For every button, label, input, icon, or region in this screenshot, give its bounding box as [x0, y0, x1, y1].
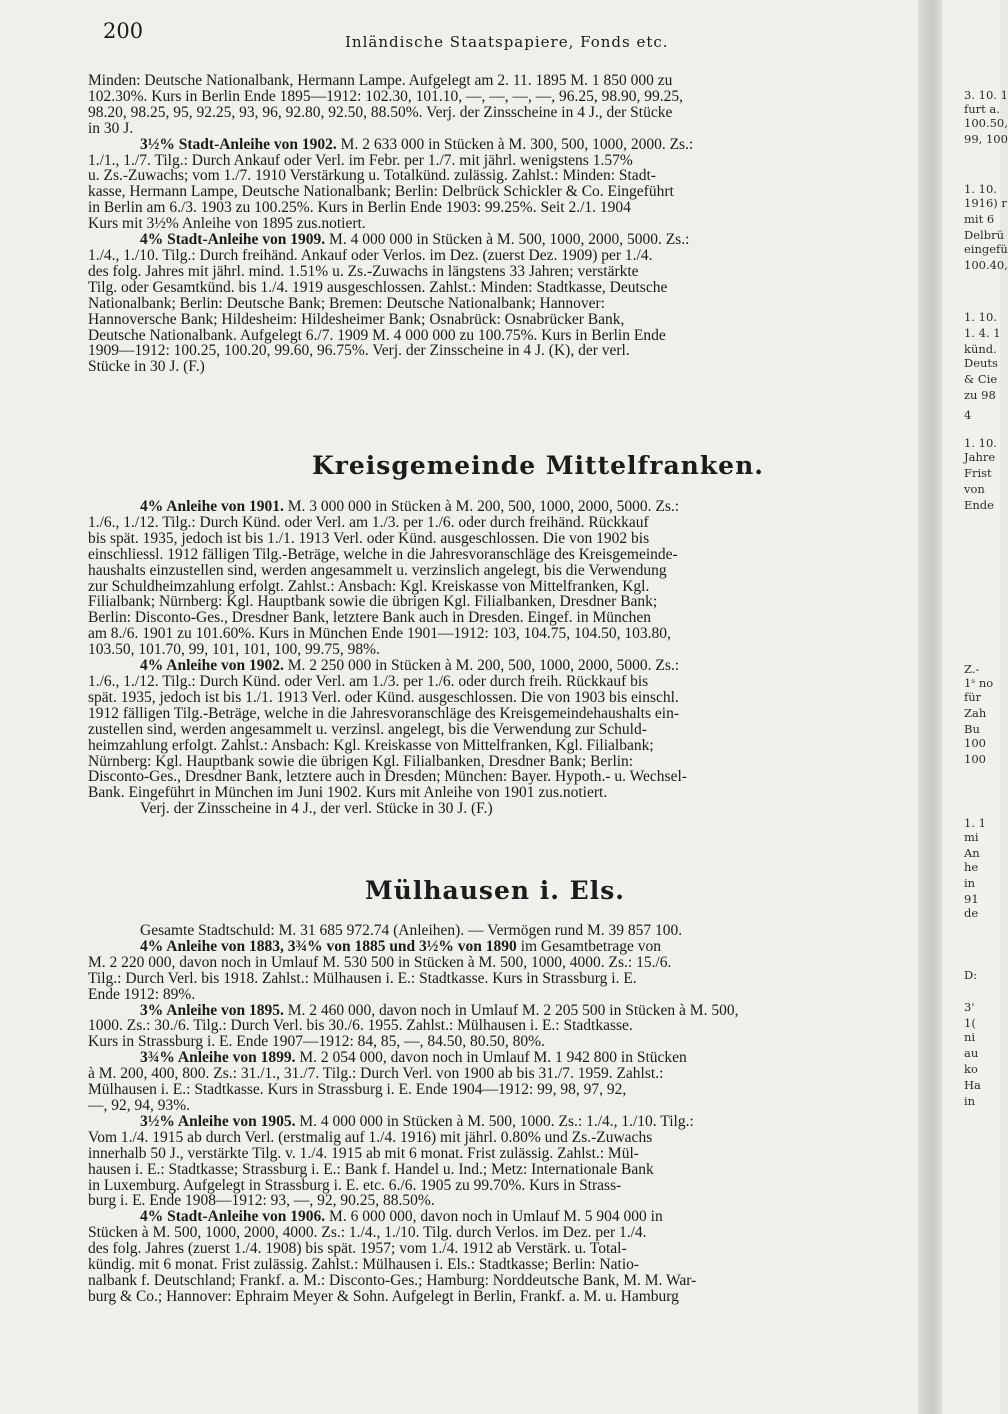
text-line: Berlin: Disconto-Ges., Dresdner Bank, letztere Bank auch in Dresden. Eingef. in München — [88, 609, 652, 627]
adjacent-fragment: Delbrü — [964, 228, 1004, 242]
text-line: Nürnberg: Kgl. Hauptbank sowie die übrigen Kgl. Filialbanken, Dresdner Bank; Berlin: — [88, 752, 634, 770]
text-line: am 8./6. 1901 zu 101.60%. Kurs in München Ende 1901—1912: 103, 104.75, 104.50, 103.80, — [88, 625, 671, 643]
loan-title: 4% Anleihe von 1901. — [140, 498, 284, 515]
loan-title: 4% Stadt-Anleihe von 1909. — [140, 231, 326, 249]
adjacent-fragment: in — [964, 1094, 976, 1108]
text-line: 3¾% Anleihe von 1899. M. 2 054 000, davon noch in Umlauf M. 1 942 800 in Stücken — [140, 1049, 687, 1067]
text-line: u. Zs.-Zuwachs; vom 1./7. 1910 Verstärkung u. Totalkünd. zulässig. Zahlst.: Minden: Stadt- — [88, 167, 656, 185]
text-line: —, 92, 94, 93%. — [88, 1096, 191, 1114]
text-line: Vom 1./4. 1915 ab durch Verl. (erstmalig auf 1./4. 1916) mit jährl. 0.80% und Zs.-Zuwachs — [88, 1128, 653, 1146]
text-line: nalbank f. Deutschland; Frankf. a. M.: Disconto-Ges.; Hamburg: Norddeutsche Bank, M. M. War- — [88, 1271, 697, 1289]
adjacent-fragment: 1. 4. 1 — [964, 326, 1001, 340]
adjacent-fragment: ko — [964, 1062, 978, 1076]
text-line: Hannoversche Bank; Hildesheim: Hildesheimer Bank; Osnabrück: Osnabrücker Bank, — [88, 310, 625, 328]
text-line: 4% Stadt-Anleihe von 1906. M. 6 000 000, davon noch in Umlauf M. 5 904 000 in — [140, 1208, 663, 1226]
text-line: kasse, Hermann Lampe, Deutsche Nationalbank; Berlin: Delbrück Schickler & Co. Eingeführt — [88, 183, 674, 201]
book-gutter — [918, 0, 942, 1414]
adjacent-fragment: Jahre — [964, 450, 996, 464]
text-line: 98.20, 98.25, 95, 92.25, 93, 96, 92.80, 92.50, 88.50%. Verj. der Zinsscheine in 4 J., der Stücke — [88, 103, 673, 121]
running-title: Inländische Staatspapiere, Fonds etc. — [345, 33, 669, 51]
muelhausen-section — [88, 923, 910, 1305]
text-line: heimzahlung erfolgt. Zahlst.: Ansbach: Kgl. Kreiskasse von Mittelfranken, Kgl. Filialbank; — [88, 736, 654, 754]
text-line: 1./6., 1./12. Tilg.: Durch Künd. oder Verl. am 1./3. per 1./6. oder durch freih. Rückkauf bis — [88, 672, 649, 690]
adjacent-fragment: künd. — [964, 342, 997, 356]
text-line: 3½% Anleihe von 1905. M. 4 000 000 in Stücken à M. 500, 1000. Zs.: 1./4., 1./10. Tilg.: — [140, 1112, 694, 1130]
text-line: Stücke in 30 J. (F.) — [88, 358, 205, 376]
text-line: zur Schuldheimzahlung erfolgt. Zahlst.: Ansbach: Kgl. Kreiskasse von Mittelfranken, Kgl. — [88, 577, 650, 595]
adjacent-fragment: 1ˢ no — [964, 676, 994, 690]
text-line: burg & Co.; Hannover: Ephraim Meyer & Sohn. Aufgelegt in Berlin, Frankf. a. M. u. Hamburg — [88, 1287, 679, 1305]
adjacent-fragment: 1. 10. — [964, 182, 997, 196]
text-line: Nationalbank; Berlin: Deutsche Bank; Bremen: Deutsche Nationalbank; Hannover: — [88, 294, 605, 312]
text-line: haushalts einzustellen sind, werden angesammelt u. verzinslich angelegt, bis die Verwendung — [88, 561, 667, 579]
text-line: 1./4., 1./10. Tilg.: Durch freihänd. Ankauf oder Verlos. im Dez. (zuerst Dez. 1909) per 1./4. — [88, 246, 653, 264]
text-line: 1909—1912: 100.25, 100.20, 99.60, 96.75%. Verj. der Zinsscheine in 4 J. (K), der verl. — [88, 342, 630, 360]
adjacent-fragment: Z.- — [964, 662, 980, 676]
page-number: 200 — [103, 19, 144, 43]
loan-title: 3¾% Anleihe von 1899. — [140, 1049, 296, 1067]
text-line: Gesamte Stadtschuld: M. 31 685 972.74 (Anleihen). — Vermögen rund M. 39 857 100. — [140, 922, 683, 939]
adjacent-fragment: 100 — [964, 752, 986, 766]
text-line: Stücken à M. 500, 1000, 2000, 4000. Zs.: 1./4., 1./10. Tilg. durch Verlos. im Dez. per 1./4. — [88, 1224, 647, 1242]
text-line: in 30 J. — [88, 119, 134, 137]
adjacent-fragment: Deuts — [964, 356, 998, 370]
text-line: Bank. Eingeführt in München im Juni 1902. Kurs mit Anleihe von 1901 zus.notiert. — [88, 784, 608, 802]
adjacent-fragment: Frist — [964, 466, 992, 480]
text-line: Tilg.: Durch Verl. bis 1918. Zahlst.: Mülhausen i. E.: Stadtkasse. Kurs in Strassburg i. E. — [88, 969, 637, 987]
loan-title: 3½% Stadt-Anleihe von 1902. — [140, 135, 337, 153]
text-line: 3% Anleihe von 1895. M. 2 460 000, davon noch in Umlauf M. 2 205 500 in Stücken à M. 500, — [140, 1001, 739, 1019]
adjacent-fragment: zu 98 — [964, 388, 996, 402]
text-line: Kurs in Strassburg i. E. Ende 1907—1912: 84, 85, —, 84.50, 80.50, 80%. — [88, 1033, 545, 1051]
text-line: 102.30%. Kurs in Berlin Ende 1895—1912: 102.30, 101.10, —, —, —, —, 96.25, 98.90, 99.25, — [88, 87, 684, 105]
loan-title: 3½% Anleihe von 1905. — [140, 1112, 296, 1130]
adjacent-fragment: von — [964, 482, 985, 496]
text-line: 4% Anleihe von 1902. M. 2 250 000 in Stücken à M. 200, 500, 1000, 2000, 5000. Zs.: — [140, 657, 680, 675]
adjacent-page-strip — [942, 0, 1008, 1414]
adjacent-fragment: 91 — [964, 892, 979, 906]
text-line: spät. 1935, jedoch ist bis 1./1. 1913 Verl. oder Künd. ausgeschlossen. Die von 1903 bis einschl. — [88, 688, 679, 706]
adjacent-fragment: 100 — [964, 736, 986, 750]
adjacent-fragment: Bu — [964, 722, 980, 736]
minden-section — [88, 73, 910, 375]
adjacent-fragment: in — [964, 876, 976, 890]
adjacent-fragment: D: — [964, 968, 978, 982]
text-line: des folg. Jahres mit jährl. mind. 1.51% u. Zs.-Zuwachs in längstens 33 Jahren; verstärkte — [88, 262, 639, 280]
adjacent-fragment: & Cie — [964, 372, 998, 386]
adjacent-fragment: eingefü — [964, 242, 1008, 256]
text-line: innerhalb 50 J., verstärkte Tilg. v. 1./4. 1915 ab mit 6 monat. Frist zulässig. Zahlst.: Mül- — [88, 1144, 639, 1162]
adjacent-fragment: Zah — [964, 706, 987, 720]
adjacent-fragment: 3. 10. 1 — [964, 88, 1008, 102]
mittelfranken-section — [88, 499, 910, 817]
loan-title: 3% Anleihe von 1895. — [140, 1001, 284, 1019]
text-line: zustellen sind, werden angesammelt u. verzinsl. angelegt, bis die Verwendung zur Schuld- — [88, 720, 647, 738]
adjacent-fragment: 1916) r — [964, 196, 1007, 210]
adjacent-fragment: he — [964, 860, 979, 874]
text-line: Filialbank; Nürnberg: Kgl. Hauptbank sowie die übrigen Kgl. Filialbanken, Dresdner Bank; — [88, 593, 658, 611]
text-line: hausen i. E.: Stadtkasse; Strassburg i. E.: Bank f. Handel u. Ind.; Metz: Internationale Bank — [88, 1160, 654, 1178]
adjacent-fragment: Ha — [964, 1078, 981, 1092]
text-line: à M. 200, 400, 800. Zs.: 31./1., 31./7. Tilg.: Durch Verl. von 1900 ab bis 31./7. 1959. Zahlst.: — [88, 1065, 664, 1083]
adjacent-fragment: 1. 10. — [964, 310, 997, 324]
text-line: in Luxemburg. Aufgelegt in Strassburg i. E. etc. 6./6. 1905 zu 99.70%. Kurs in Strass- — [88, 1176, 622, 1194]
text-line: Minden: Deutsche Nationalbank, Hermann Lampe. Aufgelegt am 2. 11. 1895 M. 1 850 000 zu — [88, 72, 673, 89]
text-line: des folg. Jahres (zuerst 1./4. 1908) bis spät. 1957; vom 1./4. 1912 ab Verstärk. u. Total- — [88, 1240, 627, 1258]
adjacent-fragment: 1. 1 — [964, 816, 986, 830]
text-line: bis spät. 1935, jedoch ist bis 1./1. 1913 Verl. oder Künd. ausgeschlossen. Die von 1902 bis — [88, 529, 650, 547]
text-line: in Berlin am 6./3. 1903 zu 100.25%. Kurs in Berlin Ende 1903: 99.25%. Seit 2./1. 1904 — [88, 199, 631, 217]
adjacent-fragment: mi — [964, 830, 979, 844]
text-line: Tilg. oder Gesamtkünd. bis 1./4. 1919 ausgeschlossen. Zahlst.: Minden: Stadtkasse, Deutsche — [88, 278, 668, 296]
loan-title: 4% Stadt-Anleihe von 1906. — [140, 1208, 326, 1226]
loan-title: 4% Anleihe von 1883, 3¾% von 1885 und 3½% von 1890 — [140, 937, 517, 955]
adjacent-fragment: de — [964, 906, 979, 920]
text-line: Ende 1912: 89%. — [88, 985, 196, 1003]
adjacent-fragment: mit 6 — [964, 212, 995, 226]
text-line: Verj. der Zinsscheine in 4 J., der verl. Stücke in 30 J. (F.) — [140, 800, 493, 818]
text-line: Disconto-Ges., Dresdner Bank, letztere auch in Dresden; München: Bayer. Hypoth.- u. Wechsel- — [88, 768, 687, 786]
adjacent-fragment: Ende — [964, 498, 994, 512]
text-line: Mülhausen i. E.: Stadtkasse. Kurs in Strassburg i. E. Ende 1904—1912: 99, 98, 97, 92, — [88, 1081, 627, 1099]
adjacent-fragment: 99, 100 — [964, 132, 1008, 146]
text-line: 1912 fälligen Tilg.-Beträge, welche in die Jahresvoranschläge des Kreisgemeindehaushalts ein- — [88, 704, 679, 722]
adjacent-fragment: An — [964, 846, 980, 860]
adjacent-fragment: für — [964, 690, 982, 704]
text-line: 3½% Stadt-Anleihe von 1902. M. 2 633 000 in Stücken à M. 300, 500, 1000, 2000. Zs.: — [140, 135, 694, 153]
adjacent-fragment: 1. 10. — [964, 436, 997, 450]
adjacent-fragment: au — [964, 1046, 979, 1060]
text-line: burg i. E. Ende 1908—1912: 93, —, 92, 90.25, 88.50%. — [88, 1192, 435, 1210]
text-line: M. 2 220 000, davon noch in Umlauf M. 530 500 in Stücken à M. 500, 1000, 4000. Zs.: 15./6. — [88, 953, 672, 971]
section-heading-muelhausen: Mülhausen i. Els. — [365, 876, 625, 905]
text-line: 1./1., 1./7. Tilg.: Durch Ankauf oder Verl. im Febr. per 1./7. mit jährl. wenigstens 1.57% — [88, 151, 633, 169]
adjacent-fragment: furt a. — [964, 102, 1000, 116]
adjacent-fragment: 4 — [964, 408, 972, 422]
text-line: 1000. Zs.: 30./6. Tilg.: Durch Verl. bis 30./6. 1955. Zahlst.: Mülhausen i. E.: Stadtkasse. — [88, 1017, 633, 1035]
text-line: kündig. mit 6 monat. Frist zulässig. Zahlst.: Mülhausen i. Els.: Stadtkasse; Berlin: Natio- — [88, 1256, 640, 1274]
section-heading-mittelfranken: Kreisgemeinde Mittelfranken. — [312, 451, 764, 480]
adjacent-fragment: 100.40, — [964, 258, 1008, 272]
text-line: Kurs mit 3½% Anleihe von 1895 zus.notiert. — [88, 215, 366, 233]
loan-title: 4% Anleihe von 1902. — [140, 657, 284, 675]
text-line: 4% Stadt-Anleihe von 1909. M. 4 000 000 in Stücken à M. 500, 1000, 2000, 5000. Zs.: — [140, 231, 690, 249]
text-line: 4% Anleihe von 1883, 3¾% von 1885 und 3½% von 1890 im Gesamtbetrage von — [140, 937, 662, 955]
adjacent-fragment: ni — [964, 1030, 976, 1044]
text-line: 4% Anleihe von 1901. M. 3 000 000 in Stücken à M. 200, 500, 1000, 2000, 5000. Zs.: — [140, 498, 680, 515]
adjacent-fragment: 1( — [964, 1016, 976, 1030]
text-line: 103.50, 101.70, 99, 101, 101, 100, 99.75, 98%. — [88, 641, 380, 659]
adjacent-fragment: 3' — [964, 1000, 975, 1014]
text-line: Deutsche Nationalbank. Aufgelegt 6./7. 1909 M. 4 000 000 zu 100.75%. Kurs in Berlin Ende — [88, 326, 666, 344]
text-line: 1./6., 1./12. Tilg.: Durch Künd. oder Verl. am 1./3. per 1./6. oder durch freihänd. Rückkauf — [88, 513, 649, 531]
adjacent-fragment: 100.50, — [964, 116, 1008, 130]
text-line: einschliessl. 1912 fälligen Tilg.-Beträge, welche in die Jahresvoranschläge des Kreisgemeinde- — [88, 545, 678, 563]
